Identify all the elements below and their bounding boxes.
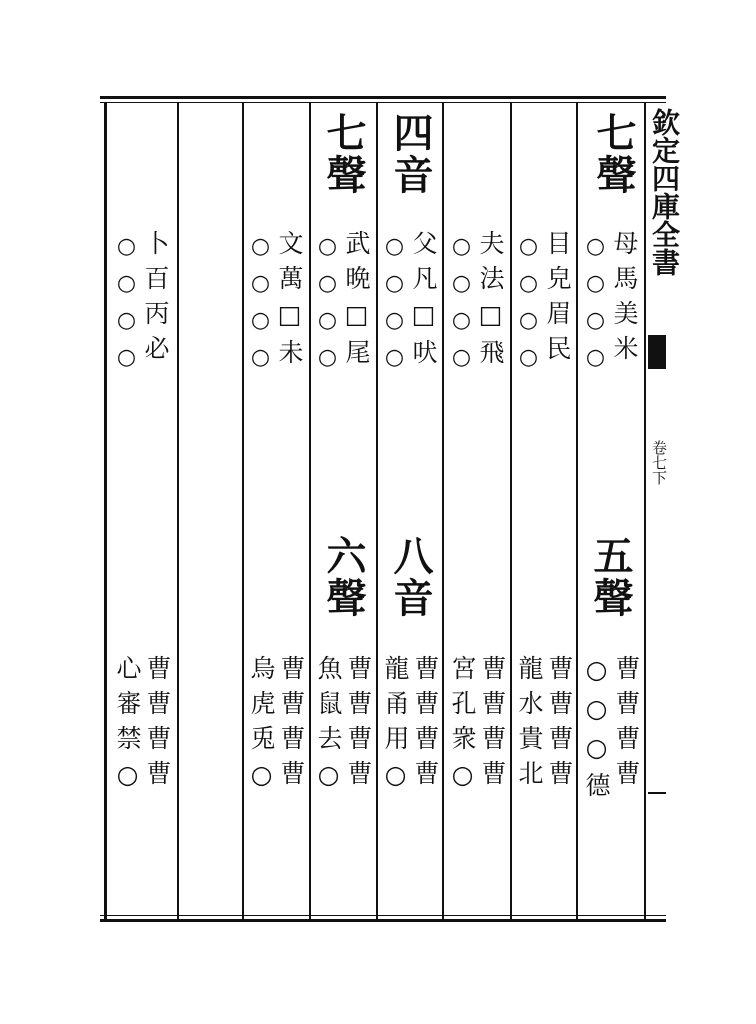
column-characters: 武晩□尾 bbox=[342, 230, 371, 374]
column-divider bbox=[376, 103, 378, 921]
fishtail-mark bbox=[648, 335, 666, 369]
top-border-inner bbox=[100, 102, 666, 103]
column-circles: ○○○○ bbox=[248, 234, 273, 382]
column-subheader: 八音 bbox=[387, 535, 434, 619]
column-circles: ○○○○ bbox=[449, 234, 474, 382]
column-characters: 卜百丙必 bbox=[141, 230, 170, 370]
column-circles: ○○○○ bbox=[114, 234, 139, 382]
left-border bbox=[104, 103, 107, 921]
column-bottom-right: 曹曹曹曹 bbox=[545, 655, 574, 795]
column-circles: ○○○○ bbox=[516, 234, 541, 382]
column-bottom-right: 曹曹曹曹 bbox=[344, 655, 373, 795]
column-circles: ○○○○ bbox=[382, 234, 407, 382]
column-bottom-right: 曹曹曹曹 bbox=[277, 655, 306, 795]
margin-book-title: 欽定四庫全書 bbox=[648, 108, 681, 276]
column-divider bbox=[576, 103, 578, 921]
bottom-border-inner bbox=[100, 915, 666, 916]
column-divider bbox=[242, 103, 244, 921]
column-characters: 父凡□吠 bbox=[409, 230, 438, 374]
column-header: 七聲 bbox=[590, 112, 637, 196]
margin-volume: 卷七下 bbox=[650, 440, 668, 485]
column-subheader: 五聲 bbox=[587, 535, 634, 619]
column-bottom-left: 龍甬用○ bbox=[381, 655, 410, 799]
column-characters: 目皃眉民 bbox=[543, 230, 572, 370]
column-bottom-right: 曹曹曹曹 bbox=[478, 655, 507, 795]
column-bottom-left: 宮孔衆○ bbox=[448, 655, 477, 799]
column-bottom-left: 烏虎兎○ bbox=[247, 655, 276, 799]
column-characters: 夫法□飛 bbox=[476, 230, 505, 374]
column-divider bbox=[177, 103, 179, 921]
column-bottom-left: 心審禁○ bbox=[113, 655, 142, 799]
column-divider bbox=[644, 103, 646, 921]
column-header: 七聲 bbox=[320, 112, 367, 196]
column-header: 四音 bbox=[387, 112, 434, 196]
column-subheader: 六聲 bbox=[320, 535, 367, 619]
bottom-border-outer bbox=[100, 919, 666, 922]
column-bottom-right: 曹曹曹曹 bbox=[143, 655, 172, 795]
column-bottom-right: 曹曹曹曹 bbox=[612, 655, 641, 795]
column-bottom-left: 龍水貴北 bbox=[515, 655, 544, 795]
column-characters: 母馬美米 bbox=[610, 230, 639, 370]
column-circles: ○○○○ bbox=[315, 234, 340, 382]
column-divider bbox=[442, 103, 444, 921]
column-divider bbox=[510, 103, 512, 921]
column-bottom-right: 曹曹曹曹 bbox=[411, 655, 440, 795]
column-bottom-left: ○○○德 bbox=[582, 655, 611, 807]
column-circles: ○○○○ bbox=[583, 234, 608, 382]
column-bottom-left: 魚鼠去○ bbox=[314, 655, 343, 799]
margin-rule bbox=[648, 792, 666, 794]
top-border-outer bbox=[100, 96, 666, 99]
column-characters: 文萬□未 bbox=[275, 230, 304, 374]
column-divider bbox=[309, 103, 311, 921]
